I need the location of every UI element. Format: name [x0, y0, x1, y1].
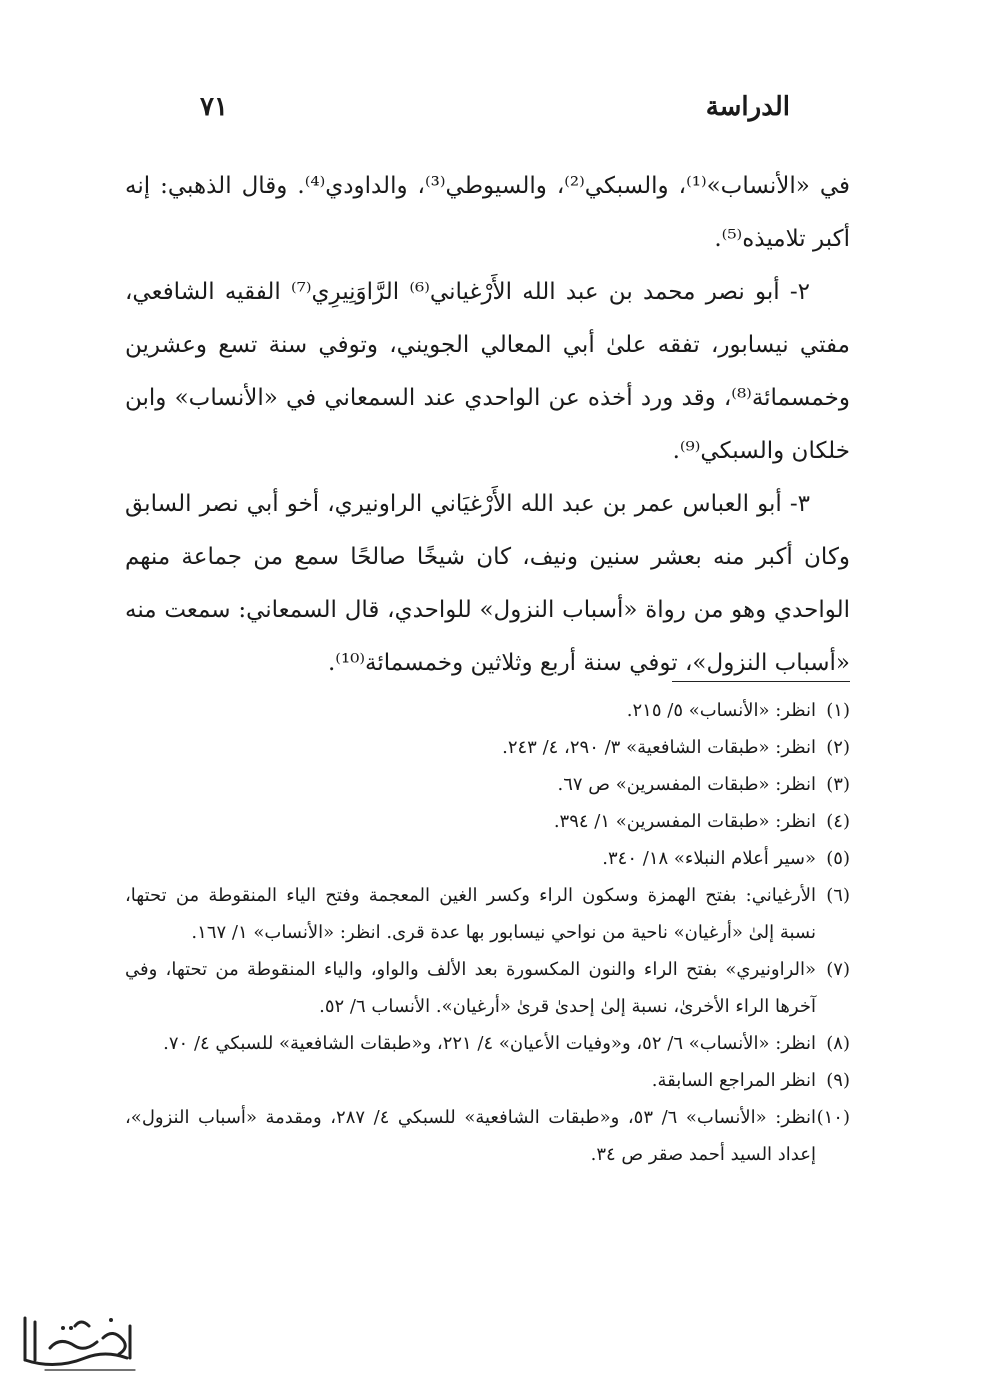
- footnote-text: انظر: «طبقات المفسرين» ١/ ٣٩٤.: [553, 811, 816, 832]
- footnote-text: انظر: «طبقات المفسرين» ص ٦٧.: [557, 774, 816, 795]
- footnote-text: انظر: «طبقات الشافعية» ٣/ ٢٩٠، ٤/ ٢٤٣.: [502, 737, 816, 758]
- footnote: [125, 766, 850, 803]
- footnote: [125, 877, 850, 951]
- footnote-number: (٦): [826, 885, 850, 906]
- footnote-number: (١٠): [816, 1107, 850, 1128]
- footnote-text: «الراونيري» بفتح الراء والنون المكسورة بعد الألف والواو، والياء المنقوطة من تحتها، وفي آخرها الراء الأخرىٰ، نسبة إلىٰ إحدىٰ قرىٰ «أرغيان». الأنساب ٦/ ٥٢.: [125, 959, 816, 1017]
- footnote-number: (٢): [826, 737, 850, 758]
- footnote-number: (٤): [826, 811, 850, 832]
- footnote-text: «سير أعلام النبلاء» ١٨/ ٣٤٠.: [602, 848, 816, 869]
- main-text: [125, 160, 850, 690]
- footnote: [125, 1099, 850, 1173]
- footnote: [125, 840, 850, 877]
- footnote: [125, 803, 850, 840]
- footnote-text: انظر: «الأنساب» ٥/ ٢١٥.: [626, 700, 816, 721]
- footnote: [125, 1025, 850, 1062]
- paragraph: في «الأنساب»⁽¹⁾، والسبكي⁽²⁾، والسيوطي⁽³⁾، والداودي⁽⁴⁾. وقال الذهبي: إنه أكبر تلاميذه⁽⁵⁾.: [125, 173, 850, 252]
- calligraphy-logo-icon: [15, 1298, 150, 1378]
- footnote-number: (٨): [826, 1033, 850, 1054]
- footnote-text: انظر المراجع السابقة.: [651, 1070, 816, 1091]
- footnote-divider: [672, 681, 850, 682]
- footnote-number: (٥): [826, 848, 850, 869]
- footnote-number: (٣): [826, 774, 850, 795]
- footnote-number: (٩): [826, 1070, 850, 1091]
- paragraph: ٣- أبو العباس عمر بن عبد الله الأَرْغيَاني الراونيري، أخو أبي نصر السابق وكان أكبر منه بعشر سنين ونيف، كان شيخًا صالحًا سمع من جماعة منهم الواحدي وهو من رواة «أسباب النزول» للواحدي، قال السمعاني: سمعت منه «أسباب النزول»، توفي سنة أربع وثلاثين وخمسمائة⁽¹⁰⁾.: [125, 491, 850, 676]
- footnotes: [125, 692, 850, 1173]
- footnote-number: (٧): [826, 959, 850, 980]
- page-number: ٧١: [200, 92, 228, 122]
- running-header: [125, 92, 790, 132]
- footnote-text: انظر: «الأنساب» ٦/ ٥٢، و«وفيات الأعيان» ٤/ ٢٢١، و«طبقات الشافعية» للسبكي ٤/ ٧٠.: [163, 1033, 816, 1054]
- logo-artwork: [15, 1298, 150, 1378]
- header-title: الدراسة: [705, 92, 790, 122]
- footnote: [125, 692, 850, 729]
- footnote: [125, 1062, 850, 1099]
- footnote-list: [125, 692, 850, 1173]
- footnote-text: الأرغياني: بفتح الهمزة وسكون الراء وكسر الغين المعجمة وفتح الياء المنقوطة من تحتها، نسبة إلىٰ «أرغيان» ناحية من نواحي نيسابور بها عدة قرى. انظر: «الأنساب» ١/ ١٦٧.: [125, 885, 816, 943]
- paragraph: ٢- أبو نصر محمد بن عبد الله الأَرْغياني⁽⁶⁾ الرَّاوَنِيرِي⁽⁷⁾ الفقيه الشافعي، مفتي نيسابور، تفقه علىٰ أبي المعالي الجويني، وتوفي سنة تسع وعشرين وخمسمائة⁽⁸⁾، وقد ورد أخذه عن الواحدي عند السمعاني في «الأنساب» وابن خلكان والسبكي⁽⁹⁾.: [125, 279, 850, 464]
- footnote-number: (١): [826, 700, 850, 721]
- footnote-text: انظر: «الأنساب» ٦/ ٥٣، و«طبقات الشافعية» للسبكي ٤/ ٢٨٧، ومقدمة «أسباب النزول»، إعداد السيد أحمد صقر ص ٣٤.: [125, 1107, 816, 1165]
- footnote: [125, 951, 850, 1025]
- footnote: [125, 729, 850, 766]
